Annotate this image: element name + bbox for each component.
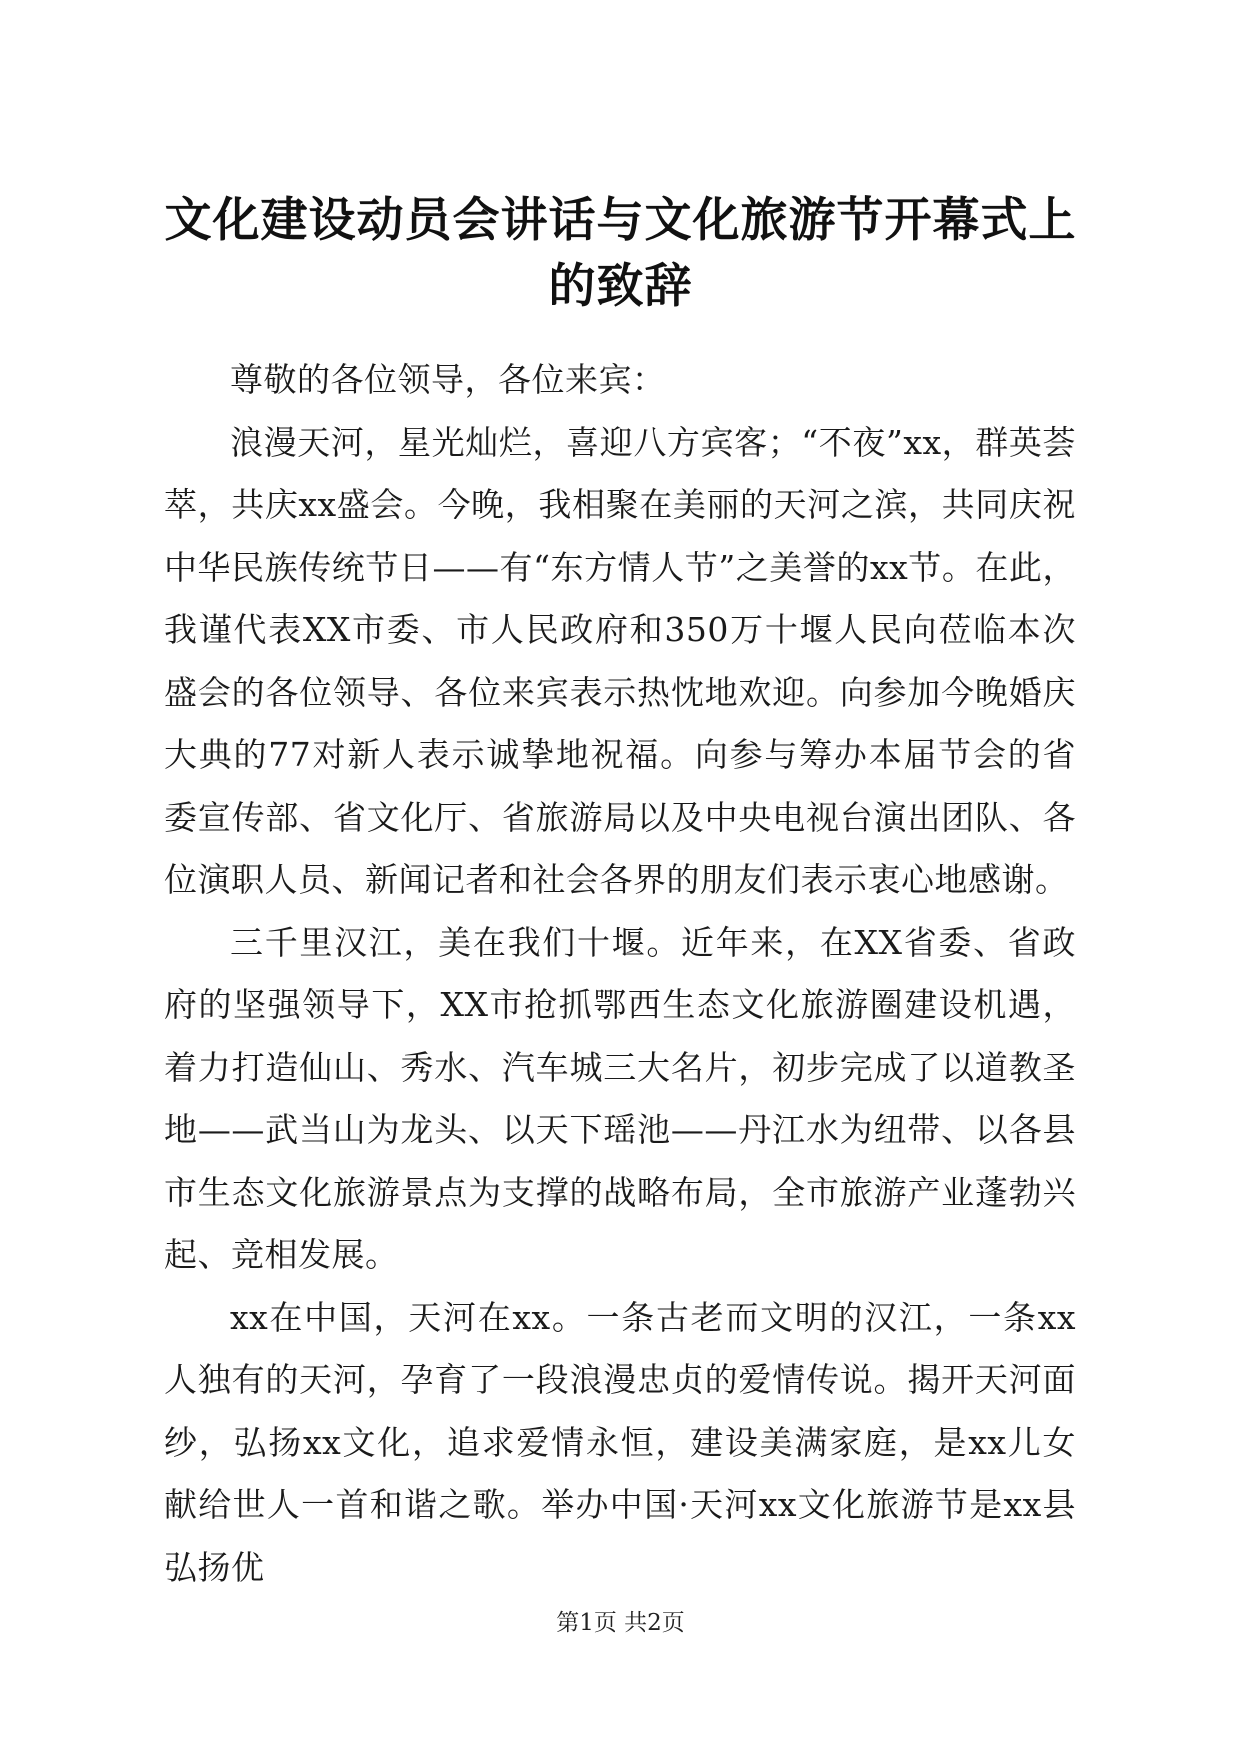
paragraph-salutation: 尊敬的各位领导，各位来宾： — [230, 360, 666, 399]
paragraph: xx在中国，天河在xx。一条古老而文明的汉江，一条xx人独有的天河，孕育了一段浪漫忠贞的爱情传说。揭开天河面纱，弘扬xx文化，追求爱情永恒，建设美满家庭，是xx儿女献给世人一首和谐之歌。举办中国·天河xx文化旅游节是xx县弘扬优 — [164, 1297, 1076, 1587]
page-number-footer: 第1页 共2页 — [556, 1610, 685, 1636]
paragraph: 浪漫天河，星光灿烂，喜迎八方宾客；“不夜”xx，群英荟萃，共庆xx盛会。今晚，我相聚在美丽的天河之滨，共同庆祝中华民族传统节日——有“东方情人节”之美誉的xx节。在此，我谨代表XX市委、市人民政府和350万十堰人民向莅临本次盛会的各位领导、各位来宾表示热忱地欢迎。向参加今晚婚庆大典的77对新人表示诚挚地祝福。向参与筹办本届节会的省委宣传部、省文化厅、省旅游局以及中央电视台演出团队、各位演职人员、新闻记者和社会各界的朋友们表示衷心地感谢。 — [164, 422, 1076, 899]
paragraph: 三千里汉江，美在我们十堰。近年来，在XX省委、省政府的坚强领导下，XX市抢抓鄂西生态文化旅游圈建设机遇，着力打造仙山、秀水、汽车城三大名片，初步完成了以道教圣地——武当山为龙头、以天下瑶池——丹江水为纽带、以各县市生态文化旅游景点为支撑的战略布局，全市旅游产业蓬勃兴起、竞相发展。 — [164, 922, 1076, 1274]
document-title: 文化建设动员会讲话与文化旅游节开幕式上的致辞 — [164, 193, 1077, 314]
document-body — [164, 349, 1076, 1599]
